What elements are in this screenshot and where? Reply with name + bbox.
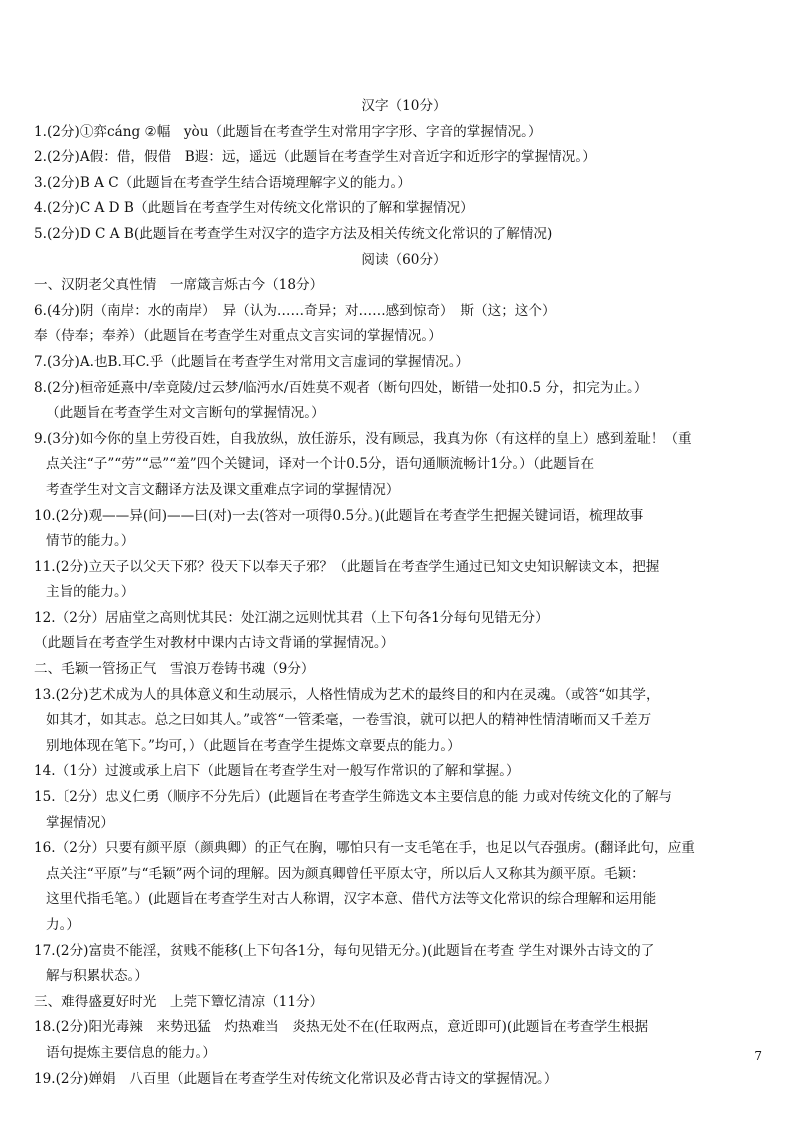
answer-line: 12.（2分）居庙堂之高则忧其民：处江湖之远则忧其君（上下句各1分每句见错无分） — [34, 609, 549, 626]
answer-line: 主旨的能力。） — [46, 584, 135, 601]
answer-line: 这里代指毛笔。）(此题旨在考查学生对古人称谓，汉字本意、借代方法等文化常识的综合理解和运用能 — [46, 891, 657, 908]
answer-line: 6.(4分)阴（南岸：水的南岸） 异（认为……奇异；对……感到惊奇） 斯（这；这个） — [34, 302, 556, 319]
answer-line: 8.(2分)桓帝延熹中/幸竟陵/过云梦/临沔水/百姓莫不观者（断句四处，断错一处扣0.5 分，扣完为止。） — [34, 379, 648, 396]
answer-line: 3.(2分)B A C（此题旨在考查学生结合语境理解字义的能力。） — [34, 174, 411, 191]
answer-line: 语句提炼主要信息的能力。） — [46, 1044, 216, 1061]
answer-line: 17.(2分)富贵不能淫，贫贱不能移(上下句各1分，每句见错无分。)(此题旨在考查 学生对课外古诗文的了 — [34, 942, 655, 959]
answer-line: 19.(2分)婵娟 八百里（此题旨在考查学生对传统文化常识及必背古诗文的掌握情况。） — [34, 1070, 558, 1087]
page-number: 7 — [754, 1049, 762, 1063]
subsection-heading: 三、难得盛夏好时光 上莞下簟忆清凉（11分） — [34, 993, 324, 1010]
section-heading-hanzi: 汉字（10分） — [361, 98, 447, 114]
answer-line: 16.（2分）只要有颜平原（颜典卿）的正气在胸，哪怕只有一支毛笔在手，也足以气吞强虏。(翻译此句，应重 — [34, 840, 695, 857]
subsection-heading: 二、毛颖一管扬正气 雪浪万卷铸书魂（9分） — [34, 661, 315, 678]
answer-line: 情节的能力。） — [46, 533, 135, 550]
answer-line: （此题旨在考查学生对文言断句的掌握情况。） — [46, 405, 325, 422]
answer-line: 奉（侍奉；奉养）（此题旨在考查学生对重点文言实词的掌握情况。） — [34, 328, 442, 345]
answer-line: 1.(2分)①弈cáng ②幅 yòu（此题旨在考查学生对常用字字形、字音的掌握情况。） — [34, 123, 542, 140]
answer-line: 如其才，如其志。总之曰如其人。”或答“一管柔毫，一卷雪浪，就可以把人的精神性情清晰而又千差万 — [46, 712, 652, 729]
answer-line: 14.（1分）过渡或承上启下（此题旨在考查学生对一般写作常识的了解和掌握。） — [34, 763, 520, 780]
answer-line: 18.(2分)阳光毒辣 来势迅猛 灼热难当 炎热无处不在(任取两点，意近即可)(此题旨在考查学生根据 — [34, 1019, 649, 1036]
answer-line: 点关注“子”“劳”“忌”“羞”四个关键词，译对一个计0.5分，语句通顺流畅计1分。）（此题旨在 — [46, 456, 595, 473]
answer-line: 15.〔2分）忠义仁勇（顺序不分先后）(此题旨在考查学生筛选文本主要信息的能 力或对传统文化的了解与 — [34, 789, 673, 806]
answer-line: 别地体现在笔下。”均可，）（此题旨在考查学生提炼文章要点的能力。） — [46, 737, 461, 754]
answer-key-body — [34, 94, 774, 1092]
answer-line: （此题旨在考查学生对教材中课内古诗文背诵的掌握情况。） — [34, 635, 395, 652]
answer-line: 2.(2分)A假：借，假借 B遐：远，遥远（此题旨在考查学生对音近字和近形字的掌握情况。） — [34, 149, 596, 166]
answer-line: 力。） — [46, 917, 80, 933]
answer-line: 解与积累状态。） — [46, 968, 148, 985]
answer-line: 点关注“平原”与“毛颖”两个词的理解。因为颜真卿曾任平原太守，所以后人又称其为颜平原。毛颖： — [46, 865, 645, 882]
answer-line: 10.(2分)观——异(问)——曰(对)一去(答对一项得0.5分。)(此题旨在考查学生把握关键词语，梳理故事 — [34, 507, 644, 524]
answer-line: 掌握情况） — [46, 814, 114, 831]
answer-line: 4.(2分)C A D B（此题旨在考查学生对传统文化常识的了解和掌握情况） — [34, 200, 474, 217]
subsection-heading: 一、汉阴老父真性情 一席箴言烁古今（18分） — [34, 277, 324, 294]
answer-line: 11.(2分)立天子以父天下邪？役天下以奉天子邪？（此题旨在考查学生通过已知文史知识解读文本，把握 — [34, 558, 660, 575]
answer-line: 5.(2分)D C A B(此题旨在考查学生对汉字的造字方法及相关传统文化常识的了解情况) — [34, 225, 553, 242]
answer-line: 9.(3分)如今你的皇上劳役百姓，自我放纵，放任游乐，没有顾忌，我真为你（有这样的皇上）感到羞耻！（重 — [34, 430, 692, 447]
section-heading-reading: 阅读（60分） — [361, 251, 447, 268]
answer-line: 考查学生对文言文翻译方法及课文重难点字词的掌握情况） — [46, 481, 400, 498]
answer-line: 7.(3分)A.也B.耳C.乎（此题旨在考查学生对常用文言虚词的掌握情况。） — [34, 353, 470, 370]
answer-line: 13.(2分)艺术成为人的具体意义和生动展示，人格性情成为艺术的最终目的和内在灵魂。（或答“如其学， — [34, 686, 660, 703]
